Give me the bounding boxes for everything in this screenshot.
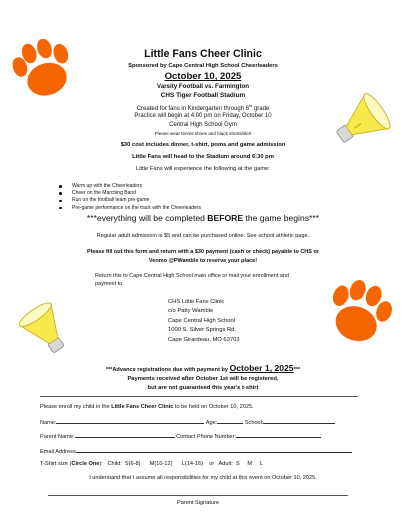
venue-line: CHS Tiger Football Stadium	[160, 92, 246, 99]
fill-out-line-1: Please fill out this form and return with a $30 payment (cash or check) payable to CHS or	[87, 249, 319, 255]
return-line-1: Return this to Cape Central High School main office or mail your enrollment and	[95, 273, 290, 279]
fill-out-line-2: Venmo @PWamble to reserve your place!	[148, 258, 258, 264]
activities-list	[58, 183, 201, 212]
before-game-text: ***everything will be completed	[86, 213, 208, 223]
or-text: or	[209, 461, 215, 467]
parent-label: Parent Name:	[40, 434, 75, 440]
enroll-suffix: to be held on October 10, 2025.	[173, 404, 254, 410]
before-game-notice	[0, 213, 406, 223]
sponsor-line: Sponsored by Cape Central High School Cheerleaders	[128, 63, 278, 69]
stadium-time-line: Little Fans will head to the Stadium around 6:30 pm	[132, 154, 274, 160]
grades-line	[0, 104, 406, 112]
cost-line: $30 cost includes dinner, t-shirt, poms and game admission	[120, 142, 286, 148]
experience-intro: Little Fans will experience the following at the game:	[135, 166, 271, 172]
cut-divider	[40, 396, 358, 397]
address-line: Cape Central High School	[168, 317, 236, 324]
school-label: School:	[244, 420, 264, 426]
megaphone-icon	[14, 296, 74, 358]
list-item: Pre-game performance on the track with the Cheerleaders	[58, 205, 201, 212]
name-field[interactable]	[56, 417, 204, 424]
age-field[interactable]	[217, 417, 243, 424]
tshirt-guarantee-line: but are not guaranteed this year's t-shirt	[147, 385, 259, 391]
location-line: Central High School Gym	[169, 122, 237, 128]
list-item: Warm up with the Cheerleaders	[58, 183, 201, 190]
grades-text: Created for fans in Kindergarten through 6	[136, 106, 250, 112]
mailing-address	[168, 298, 240, 345]
event-date-text: October 10, 2025	[164, 71, 242, 82]
list-item: Cheer on the Marching Band	[58, 190, 201, 197]
tshirt-label: T-Shirt size (	[40, 461, 72, 467]
deadline-date: October 1, 2025	[229, 363, 294, 373]
address-line: c/o Patty Wamble	[168, 308, 214, 315]
deadline-line	[0, 363, 406, 373]
name-row	[40, 417, 335, 426]
before-game-suffix: the game begins***	[243, 213, 320, 223]
tshirt-row	[40, 461, 263, 467]
email-row	[40, 446, 352, 455]
age-label: Age:	[205, 420, 218, 426]
address-line: 1000 S. Silver Springs Rd.	[168, 327, 236, 334]
adult-size-options[interactable]: S M L	[235, 461, 263, 467]
before-emphasis: BEFORE	[207, 213, 244, 223]
late-payment-line: Payments received after October 1st will be registered,	[127, 376, 279, 382]
grades-suffix: grade	[252, 106, 270, 112]
admission-line: Regular adult admission is $5 and can be purchased online. See school athletic page.	[96, 233, 310, 239]
adult-label: Adult:	[218, 461, 233, 467]
parent-row	[40, 431, 321, 440]
circle-one-label: Circle One	[71, 461, 100, 467]
practice-line: Practice will begin at 4:00 pm on Friday, October 10	[134, 113, 272, 119]
email-label: Email Address	[40, 449, 76, 455]
event-date	[0, 71, 406, 82]
return-line-2: payment to:	[95, 281, 124, 287]
name-label: Name:	[40, 420, 57, 426]
tshirt-close: ):	[99, 461, 103, 467]
email-field[interactable]	[76, 446, 352, 453]
address-line: Cape Girardeau, MO 63703	[168, 336, 240, 343]
tiger-paw-icon	[322, 280, 396, 346]
deadline-stars: ***	[293, 367, 301, 373]
school-field[interactable]	[263, 417, 335, 424]
phone-label: Contact Phone Number:	[176, 434, 237, 440]
list-item: Run on the football team pre-game	[58, 197, 201, 204]
phone-field[interactable]	[236, 431, 321, 438]
game-line: Varsity Football vs. Farmington	[156, 83, 250, 90]
enroll-clinic-name: Little Fans Cheer Clinic	[111, 404, 174, 410]
deadline-text: ***Advance registrations due with payment by	[105, 367, 230, 373]
grades-sup: th	[249, 104, 253, 108]
signature-label: Parent Signature	[177, 500, 219, 506]
responsibility-line: I understand that I assume all responsibilities for my child at this event on October 10, 2025.	[89, 475, 317, 481]
enroll-text: Please enroll my child in the	[40, 404, 112, 410]
address-line: CHS Little Fans Clinic	[168, 299, 225, 305]
signature-line[interactable]	[48, 495, 348, 496]
child-label: Child:	[107, 461, 122, 467]
child-size-options[interactable]: S(6-8) M(10-12) L(14-16)	[124, 461, 203, 467]
attire-line: Please wear tennis shoes and black shorts/skirt	[154, 131, 252, 136]
page-title: Little Fans Cheer Clinic	[144, 48, 262, 60]
parent-name-field[interactable]	[75, 431, 175, 438]
enroll-line	[40, 404, 254, 410]
